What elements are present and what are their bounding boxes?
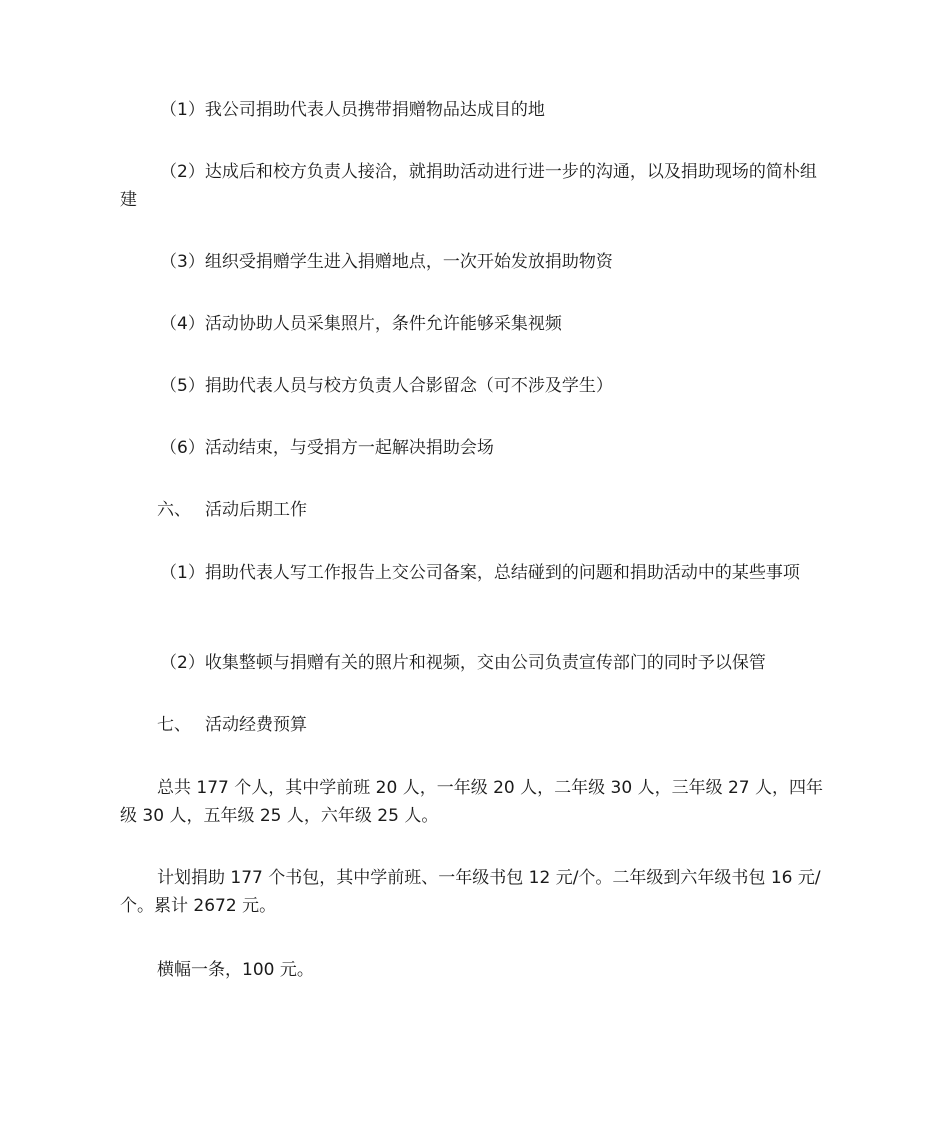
section-title: 活动后期工作	[205, 500, 307, 520]
section-title: 活动经费预算	[205, 715, 307, 735]
list-item: （3）组织受捐赠学生进入捐赠地点，一次开始发放捐助物资	[160, 252, 613, 272]
section-heading	[120, 496, 825, 524]
list-item: （1）捐助代表人写工作报告上交公司备案，总结碰到的问题和捐助活动中的某些事项	[160, 563, 800, 583]
list-item: （2）收集整顿与捐赠有关的照片和视频，交由公司负责宣传部门的同时予以保管	[160, 653, 766, 673]
list-item: （2）达成后和校方负责人接洽，就捐助活动进行进一步的沟通，以及捐助现场的简朴组建	[120, 162, 817, 210]
section-number: 七、	[157, 715, 191, 735]
section-heading	[120, 711, 825, 739]
list-item: （5）捐助代表人员与校方负责人合影留念（可不涉及学生）	[160, 376, 613, 396]
body-paragraph: 计划捐助 177 个书包，其中学前班、一年级书包 12 元/个。二年级到六年级书包 16 元/个。累计 2672 元。	[120, 868, 821, 916]
list-item: （6）活动结束，与受捐方一起解决捐助会场	[160, 438, 494, 458]
section-number: 六、	[157, 500, 191, 520]
body-paragraph: 总共 177 个人，其中学前班 20 人，一年级 20 人，二年级 30 人，三年级 27 人，四年级 30 人，五年级 25 人，六年级 25 人。	[120, 778, 824, 826]
list-item: （4）活动协助人员采集照片，条件允许能够采集视频	[160, 314, 562, 334]
body-paragraph: 横幅一条，100 元。	[157, 960, 314, 980]
list-item: （1）我公司捐助代表人员携带捐赠物品达成目的地	[160, 100, 545, 120]
